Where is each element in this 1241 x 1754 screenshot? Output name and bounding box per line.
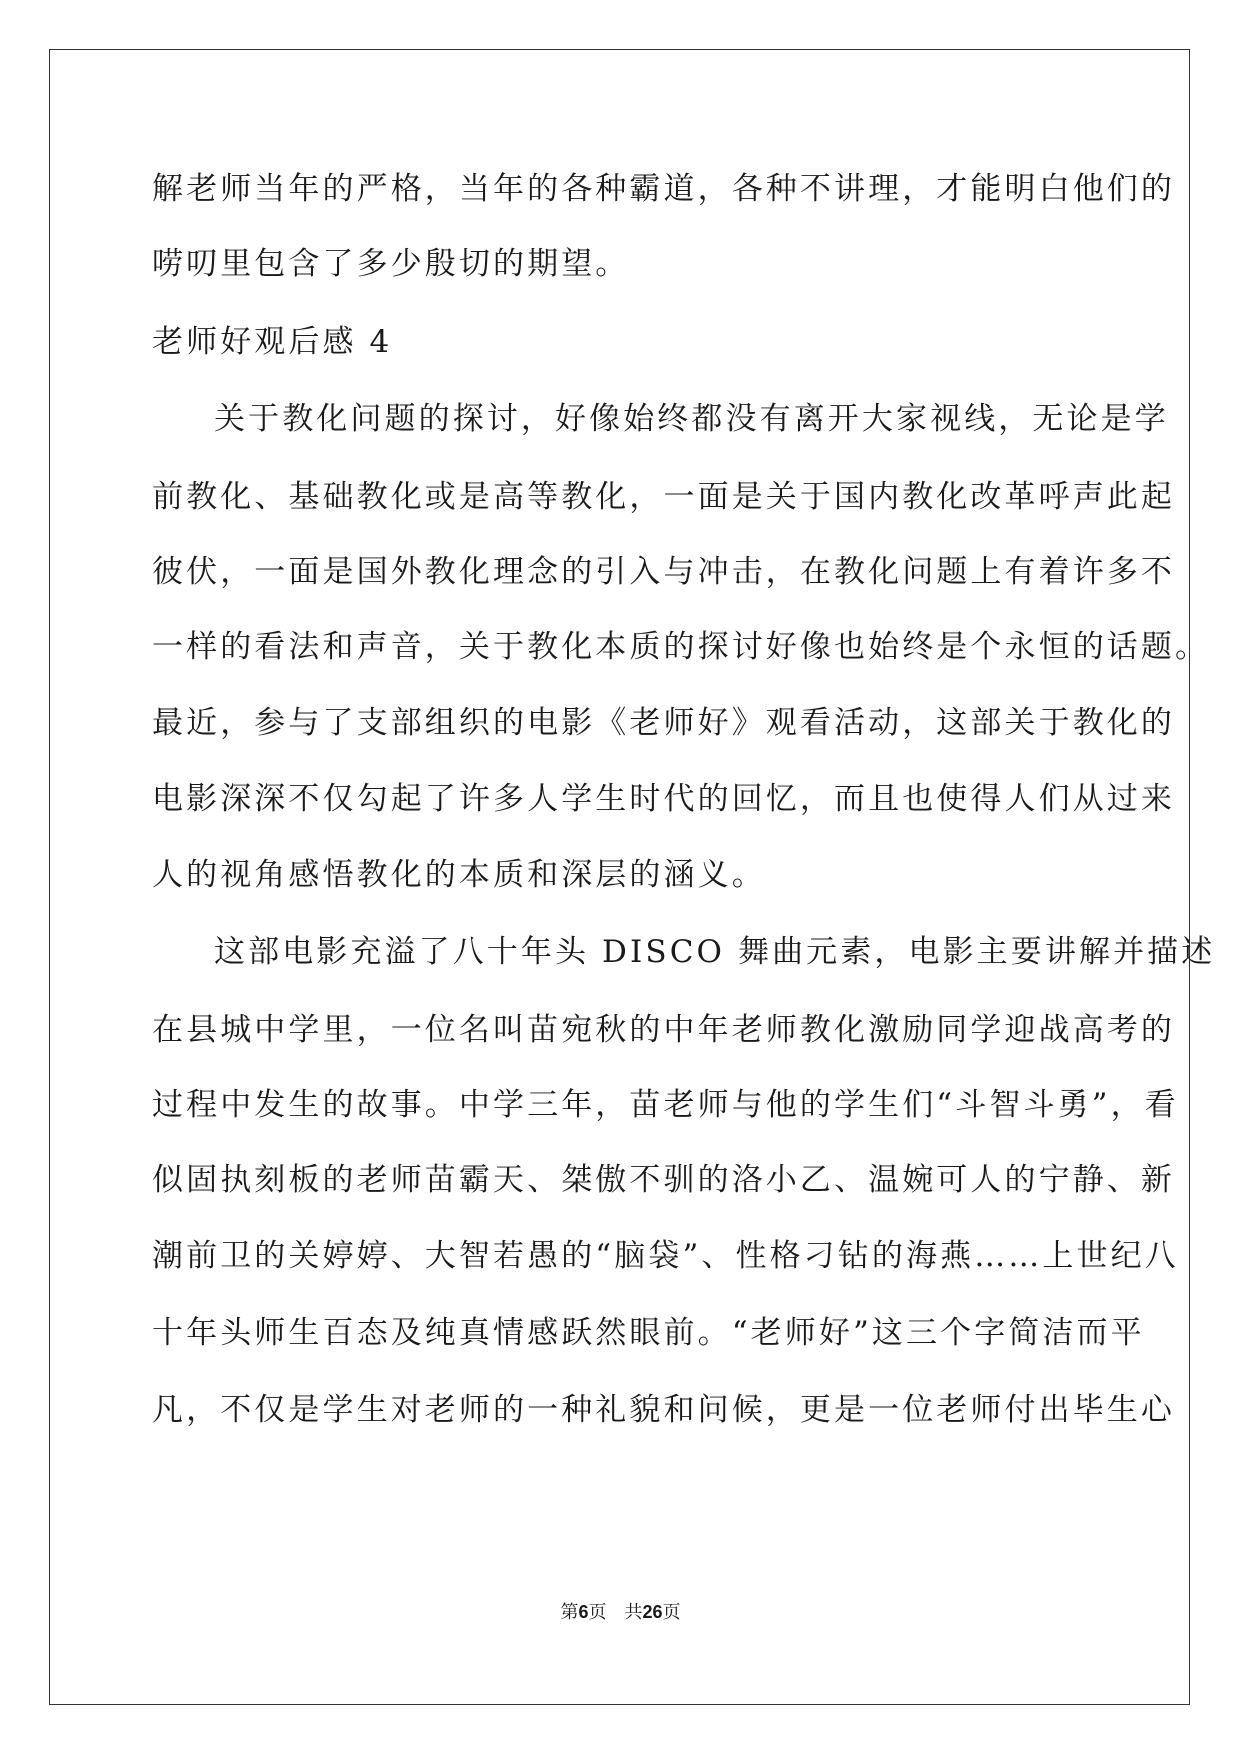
body-line-11: 在县城中学里，一位名叫苗宛秋的中年老师教化激励同学迎战高考的 bbox=[152, 1012, 1175, 1048]
page-number: 6 bbox=[578, 1602, 589, 1622]
body-line-7: 最近，参与了支部组织的电影《老师好》观看活动，这部关于教化的 bbox=[152, 705, 1175, 741]
total-prefix: 共 bbox=[624, 1602, 643, 1623]
body-line-12: 过程中发生的故事。中学三年，苗老师与他的学生们“斗智斗勇”，看 bbox=[152, 1087, 1179, 1123]
body-line-3: 关于教化问题的探讨，好像始终都没有离开大家视线，无论是学 bbox=[214, 401, 1169, 437]
total-pages: 26 bbox=[642, 1602, 663, 1622]
body-line-16: 凡，不仅是学生对老师的一种礼貌和问候，更是一位老师付出毕生心 bbox=[152, 1392, 1175, 1428]
body-line-14: 潮前卫的关婷婷、大智若愚的“脑袋”、性格刁钻的海燕……上世纪八 bbox=[152, 1238, 1179, 1274]
page-footer bbox=[0, 1600, 1241, 1625]
body-line-5: 彼伏，一面是国外教化理念的引入与冲击，在教化问题上有着许多不 bbox=[152, 554, 1175, 590]
body-line-8: 电影深深不仅勾起了许多人学生时代的回忆，而且也使得人们从过来 bbox=[152, 781, 1175, 817]
body-line-10: 这部电影充溢了八十年头 DISCO 舞曲元素，电影主要讲解并描述 bbox=[214, 934, 1216, 970]
body-line-13: 似固执刻板的老师苗霸天、桀傲不驯的洛小乙、温婉可人的宁静、新 bbox=[152, 1162, 1175, 1198]
page-suffix: 页 bbox=[588, 1602, 607, 1623]
body-line-4: 前教化、基础教化或是高等教化，一面是关于国内教化改革呼声此起 bbox=[152, 479, 1175, 515]
body-line-1: 解老师当年的严格，当年的各种霸道，各种不讲理，才能明白他们的 bbox=[152, 171, 1175, 207]
page-prefix: 第 bbox=[560, 1602, 579, 1623]
body-line-2: 唠叨里包含了多少殷切的期望。 bbox=[152, 246, 630, 282]
total-suffix: 页 bbox=[662, 1602, 681, 1623]
body-line-6: 一样的看法和声音，关于教化本质的探讨好像也始终是个永恒的话题。 bbox=[152, 629, 1210, 665]
body-line-9: 人的视角感悟教化的本质和深层的涵义。 bbox=[152, 857, 766, 893]
section-heading: 老师好观后感 4 bbox=[152, 324, 393, 360]
body-line-15: 十年头师生百态及纯真情感跃然眼前。“老师好”这三个字简洁而平 bbox=[152, 1315, 1145, 1351]
